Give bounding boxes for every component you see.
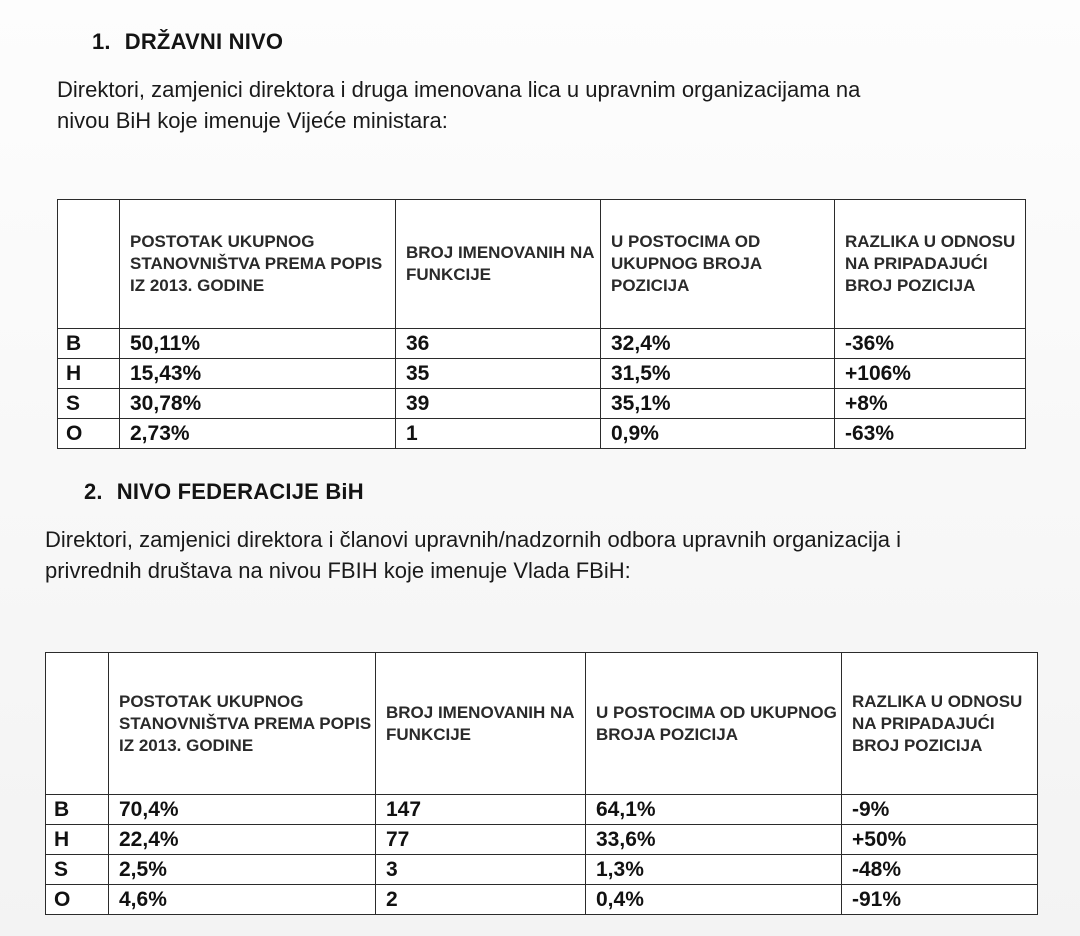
- section-2-number: 2.: [84, 479, 103, 504]
- cell-appointed: 35: [396, 359, 601, 389]
- cell-population: 15,43%: [120, 359, 396, 389]
- cell-population: 2,5%: [109, 855, 376, 885]
- cell-appointed: 1: [396, 419, 601, 449]
- cell-percent-positions: 1,3%: [586, 855, 842, 885]
- table-header-row: [46, 653, 1038, 795]
- header-cell-population: POSTOTAK UKUPNOG STANOVNIŠTVA PREMA POPIS IZ 2013. GODINE: [120, 200, 396, 329]
- row-key: H: [46, 825, 109, 855]
- table-row: [58, 329, 1026, 359]
- cell-percent-positions: 64,1%: [586, 795, 842, 825]
- cell-appointed: 2: [376, 885, 586, 915]
- row-key: H: [58, 359, 120, 389]
- row-key: S: [58, 389, 120, 419]
- header-cell-empty: [58, 200, 120, 329]
- header-cell-appointed: BROJ IMENOVANIH NA FUNKCIJE: [396, 200, 601, 329]
- cell-percent-positions: 35,1%: [601, 389, 835, 419]
- header-cell-difference: RAZLIKA U ODNOSU NA PRIPADAJUĆI BROJ POZICIJA: [842, 653, 1038, 795]
- table-row: [58, 359, 1026, 389]
- cell-population: 30,78%: [120, 389, 396, 419]
- header-cell-empty: [46, 653, 109, 795]
- cell-difference: -63%: [835, 419, 1026, 449]
- section-2-table: [45, 652, 1038, 915]
- table-row: [58, 389, 1026, 419]
- section-1-intro: [57, 74, 860, 136]
- cell-appointed: 39: [396, 389, 601, 419]
- cell-appointed: 3: [376, 855, 586, 885]
- header-cell-appointed: BROJ IMENOVANIH NA FUNKCIJE: [376, 653, 586, 795]
- cell-difference: -36%: [835, 329, 1026, 359]
- table-row: [46, 825, 1038, 855]
- section-2-intro-line-2: privrednih društava na nivou FBIH koje imenuje Vlada FBiH:: [45, 558, 631, 583]
- row-key: B: [58, 329, 120, 359]
- cell-percent-positions: 32,4%: [601, 329, 835, 359]
- cell-difference: -9%: [842, 795, 1038, 825]
- table-row: [46, 855, 1038, 885]
- cell-appointed: 36: [396, 329, 601, 359]
- cell-difference: -91%: [842, 885, 1038, 915]
- cell-difference: +8%: [835, 389, 1026, 419]
- cell-difference: -48%: [842, 855, 1038, 885]
- row-key: B: [46, 795, 109, 825]
- cell-percent-positions: 0,4%: [586, 885, 842, 915]
- cell-population: 22,4%: [109, 825, 376, 855]
- cell-percent-positions: 31,5%: [601, 359, 835, 389]
- section-2-heading: [84, 479, 364, 505]
- section-1-intro-line-2: nivou BiH koje imenuje Vijeće ministara:: [57, 108, 448, 133]
- cell-difference: +50%: [842, 825, 1038, 855]
- table-row: [46, 795, 1038, 825]
- section-2-intro: [45, 524, 901, 586]
- section-2-intro-line-1: Direktori, zamjenici direktora i članovi upravnih/nadzornih odbora upravnih organizacija i: [45, 527, 901, 552]
- cell-population: 50,11%: [120, 329, 396, 359]
- table-row: [46, 885, 1038, 915]
- section-2-title: NIVO FEDERACIJE BiH: [116, 479, 364, 504]
- cell-population: 4,6%: [109, 885, 376, 915]
- cell-population: 2,73%: [120, 419, 396, 449]
- cell-appointed: 77: [376, 825, 586, 855]
- section-1-title: DRŽAVNI NIVO: [124, 29, 284, 54]
- row-key: O: [46, 885, 109, 915]
- section-1-number: 1.: [92, 29, 111, 54]
- cell-percent-positions: 0,9%: [601, 419, 835, 449]
- cell-population: 70,4%: [109, 795, 376, 825]
- header-cell-population: POSTOTAK UKUPNOG STANOVNIŠTVA PREMA POPIS IZ 2013. GODINE: [109, 653, 376, 795]
- row-key: S: [46, 855, 109, 885]
- header-cell-percent-positions: U POSTOCIMA OD UKUPNOG BROJA POZICIJA: [586, 653, 842, 795]
- cell-percent-positions: 33,6%: [586, 825, 842, 855]
- row-key: O: [58, 419, 120, 449]
- cell-difference: +106%: [835, 359, 1026, 389]
- section-1-table: [57, 199, 1026, 449]
- table-row: [58, 419, 1026, 449]
- section-1-heading: [92, 29, 283, 55]
- table-header-row: [58, 200, 1026, 329]
- header-cell-percent-positions: U POSTOCIMA OD UKUPNOG BROJA POZICIJA: [601, 200, 835, 329]
- header-cell-difference: RAZLIKA U ODNOSU NA PRIPADAJUĆI BROJ POZICIJA: [835, 200, 1026, 329]
- section-1-intro-line-1: Direktori, zamjenici direktora i druga imenovana lica u upravnim organizacijama na: [57, 77, 861, 102]
- cell-appointed: 147: [376, 795, 586, 825]
